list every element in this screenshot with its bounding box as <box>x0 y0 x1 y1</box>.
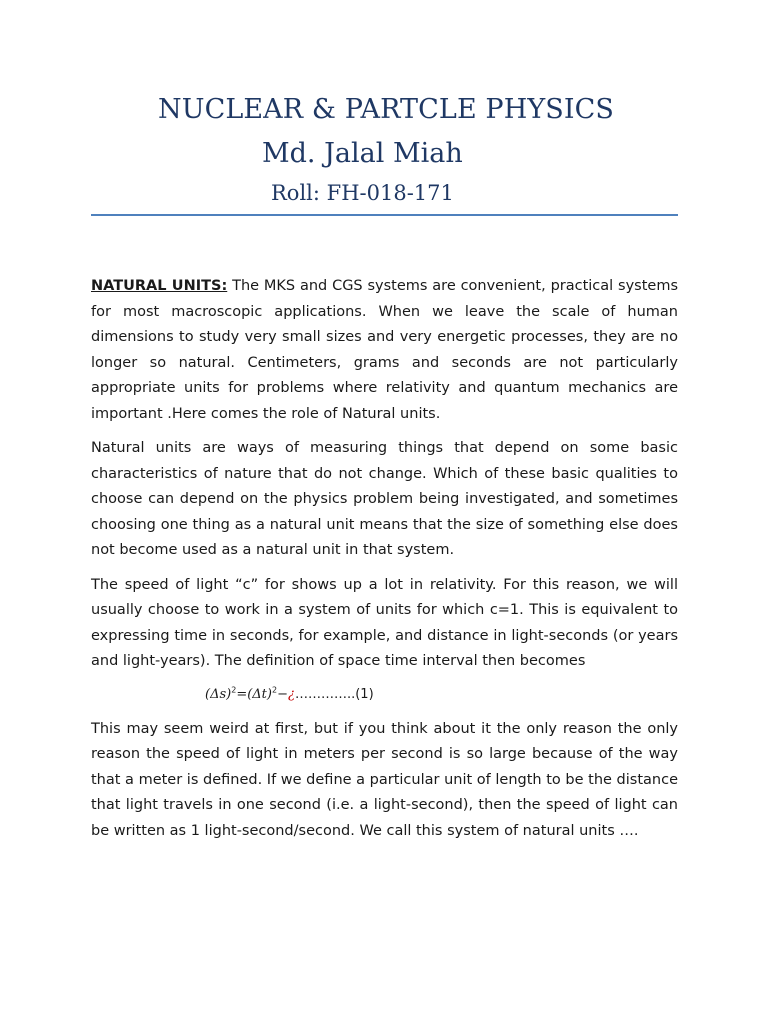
eq-lhs-close: ) <box>226 686 232 702</box>
header-divider <box>91 214 678 216</box>
equation-spacetime-interval <box>205 685 678 705</box>
document-body <box>91 274 678 853</box>
section-heading: NATURAL UNITS: <box>91 278 228 294</box>
eq-error-glyph: ¿ <box>287 686 295 702</box>
document-title: NUCLEAR & PARTCLE PHYSICS <box>158 94 614 125</box>
paragraph-text: The MKS and CGS systems are convenient, practical systems for most macroscopic applications. When we leave the scale of human dimensions to study very small sizes and very energetic processes, they are no longer so natural. Centimeters, grams and seconds are not particularly appropriate units for problems where relativity and quantum mechanics are important .Here comes the role of Natural units. <box>91 278 679 422</box>
paragraph-natural-units <box>91 274 678 427</box>
eq-equals: =(Δ <box>236 686 262 702</box>
eq-lhs-open: (Δ <box>205 686 220 702</box>
author-name: Md. Jalal Miah <box>262 138 463 169</box>
eq-rhs-var: t <box>261 686 267 702</box>
eq-exponent: 2 <box>271 685 278 695</box>
paragraph-definition: Natural units are ways of measuring things that depend on some basic characteristics of nature that do not change. Which of these basic qualities to choose can depend on the physics problem being investigated, and sometimes choosing one thing as a natural unit means that the size of something else does not become used as a natural unit in that system. <box>91 440 678 558</box>
eq-lhs-var: s <box>219 686 227 702</box>
eq-exponent: 2 <box>231 685 237 695</box>
eq-minus: − <box>277 686 288 702</box>
roll-number: Roll: FH-018-171 <box>271 181 454 205</box>
paragraph-light-second: This may seem weird at first, but if you think about it the only reason the only reason the speed of light in meters per second is so large because of the way that a meter is defined. If we define a particular unit of length to be the distance that light travels in one second (i.e. a light-second), then the speed of light can be written as 1 light-second/second. We call this system of natural units …. <box>91 720 678 839</box>
paragraph-speed-of-light: The speed of light “c” for shows up a lot in relativity. For this reason, we will usually choose to work in a system of units for which c=1. This is equivalent to expressing time in seconds, for example, and distance in light-seconds (or years and light-years). The definition of space time interval then becomes <box>91 576 678 669</box>
eq-rhs-close: ) <box>266 686 272 702</box>
eq-number: …………..(1) <box>294 686 374 702</box>
